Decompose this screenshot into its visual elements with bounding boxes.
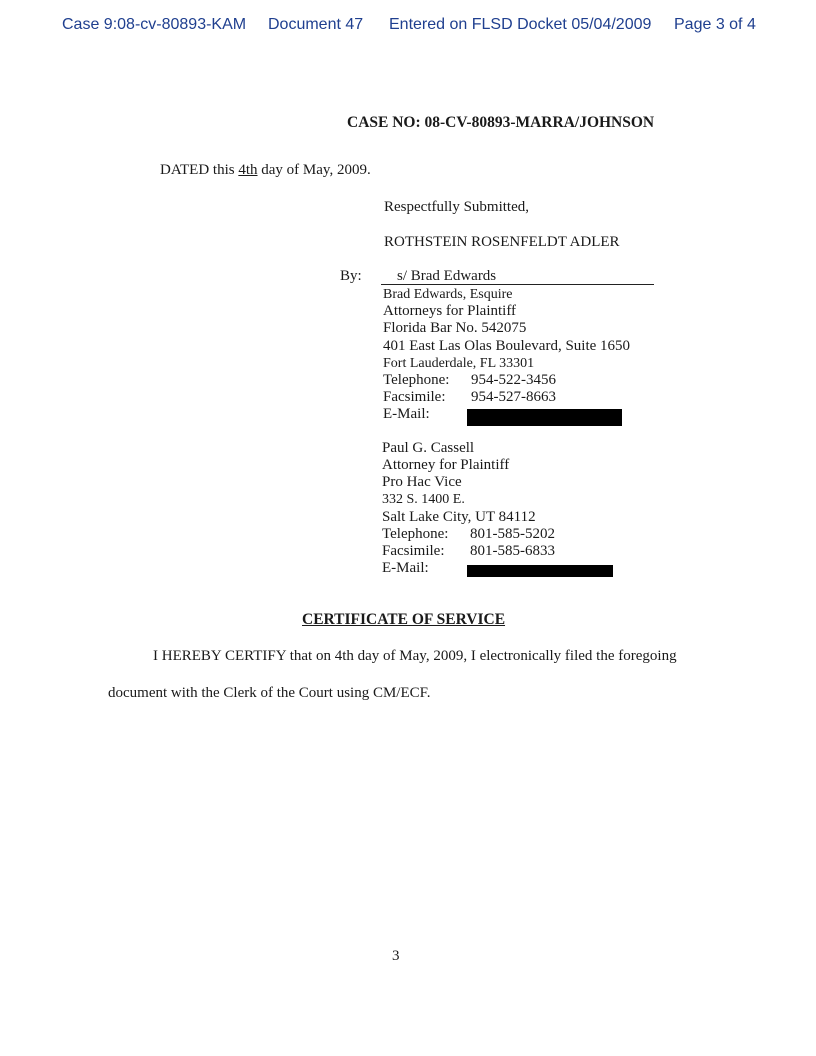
attorney-2-address-1: 332 S. 1400 E.	[382, 492, 465, 507]
by-label: By:	[340, 268, 362, 284]
attorney-1-address-1: 401 East Las Olas Boulevard, Suite 1650	[383, 338, 631, 354]
header-document-number: Document 47	[268, 16, 364, 33]
dated-suffix: day of May, 2009.	[257, 162, 371, 178]
telephone-value: 954-522-3456	[471, 372, 556, 388]
signature: s/ Brad Edwards	[397, 268, 497, 284]
email-redaction	[467, 565, 613, 577]
attorney-2-pro-hac-vice: Pro Hac Vice	[382, 474, 462, 490]
facsimile-value: 801-585-6833	[470, 543, 555, 559]
attorney-1-facsimile	[383, 389, 556, 406]
attorney-1-bar-number: Florida Bar No. 542075	[383, 320, 527, 336]
docket-header	[0, 16, 816, 40]
header-case-number: Case 9:08-cv-80893-KAM	[62, 16, 247, 33]
attorney-1-address-2: Fort Lauderdale, FL 33301	[383, 356, 535, 371]
facsimile-label: Facsimile:	[382, 543, 445, 559]
certificate-title: CERTIFICATE OF SERVICE	[302, 611, 506, 628]
page-number: 3	[392, 948, 400, 964]
signature-line	[381, 284, 654, 285]
facsimile-label: Facsimile:	[383, 389, 446, 405]
certificate-line-1: I HEREBY CERTIFY that on 4th day of May, 2009, I electronically filed the foregoing	[153, 648, 677, 664]
attorney-1-name: Brad Edwards, Esquire	[383, 287, 513, 302]
facsimile-value: 954-527-8663	[471, 389, 556, 405]
telephone-value: 801-585-5202	[470, 526, 555, 542]
telephone-label: Telephone:	[382, 526, 449, 542]
attorney-2-email-label: E-Mail:	[382, 560, 429, 576]
dated-prefix: DATED this	[160, 162, 239, 178]
attorney-2-name: Paul G. Cassell	[382, 440, 475, 456]
attorney-1-telephone	[383, 372, 556, 389]
certificate-line-2: document with the Clerk of the Court using CM/ECF.	[108, 685, 431, 701]
attorney-2-address-2: Salt Lake City, UT 84112	[382, 509, 536, 525]
header-page-count: Page 3 of 4	[674, 16, 756, 33]
email-redaction	[467, 409, 622, 426]
header-entered-date: Entered on FLSD Docket 05/04/2009	[389, 16, 652, 33]
dated-line	[160, 162, 371, 179]
respectfully-submitted: Respectfully Submitted,	[384, 199, 529, 215]
telephone-label: Telephone:	[383, 372, 450, 388]
attorney-2-telephone	[382, 526, 555, 543]
attorney-2-facsimile	[382, 543, 555, 560]
attorney-1-email-label: E-Mail:	[383, 406, 430, 422]
attorney-1-role: Attorneys for Plaintiff	[383, 303, 517, 319]
attorney-2-role: Attorney for Plaintiff	[382, 457, 510, 473]
case-number-heading: CASE NO: 08-CV-80893-MARRA/JOHNSON	[347, 114, 655, 131]
dated-day: 4th	[238, 162, 258, 178]
law-firm-name: ROTHSTEIN ROSENFELDT ADLER	[384, 234, 620, 250]
